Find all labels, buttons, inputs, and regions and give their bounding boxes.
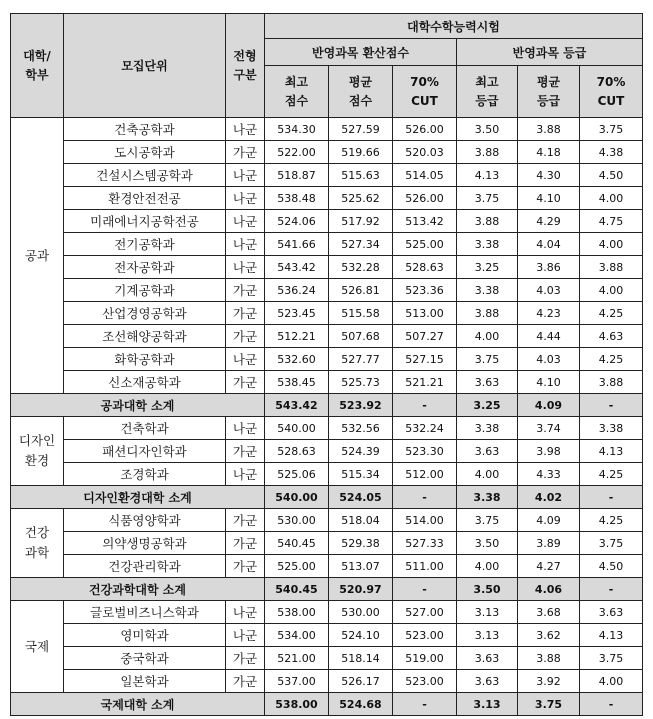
cut-grade-cell: 4.75 — [580, 210, 643, 233]
admission-type: 나군 — [226, 210, 265, 233]
max-score-header — [265, 66, 329, 118]
cut-grade-header-part: CUT — [597, 93, 625, 108]
table-header — [11, 14, 643, 118]
college-header-line1: 대학/ — [23, 48, 51, 63]
cut-score-cell: 521.21 — [393, 371, 457, 394]
table-row — [11, 509, 643, 532]
table-row — [11, 164, 643, 187]
max-score-cell: 521.00 — [265, 647, 329, 670]
admission-type: 가군 — [226, 371, 265, 394]
cut-score-cell: 512.00 — [393, 463, 457, 486]
admission-type: 나군 — [226, 164, 265, 187]
subtotal-max-score-cell: 543.42 — [265, 394, 329, 417]
avg-grade-header — [518, 66, 580, 118]
cut-score-cell: 514.00 — [393, 509, 457, 532]
max-score-cell: 522.00 — [265, 141, 329, 164]
table-row — [11, 440, 643, 463]
department-name: 패션디자인학과 — [64, 440, 226, 463]
avg-grade-cell: 3.88 — [518, 118, 580, 141]
admission-type: 나군 — [226, 187, 265, 210]
subtotal-max-grade-cell: 3.38 — [457, 486, 518, 509]
avg-score-cell: 526.81 — [329, 279, 393, 302]
admission-type: 가군 — [226, 670, 265, 693]
max-grade-cell: 3.63 — [457, 670, 518, 693]
subtotal-row — [11, 486, 643, 509]
table-row — [11, 141, 643, 164]
max-grade-cell: 3.38 — [457, 417, 518, 440]
cut-score-header — [393, 66, 457, 118]
table-row — [11, 302, 643, 325]
table-row — [11, 647, 643, 670]
subtotal-avg-grade-cell: 4.06 — [518, 578, 580, 601]
cut-score-cell: 527.15 — [393, 348, 457, 371]
subtotal-cut-grade-cell: - — [580, 394, 643, 417]
admission-type: 나군 — [226, 118, 265, 141]
max-grade-cell: 4.00 — [457, 555, 518, 578]
college-name-part: 환경 — [24, 453, 50, 468]
admission-score-table — [10, 13, 643, 716]
cut-score-cell: 511.00 — [393, 555, 457, 578]
avg-score-header — [329, 66, 393, 118]
subtotal-cut-grade-cell: - — [580, 693, 643, 716]
subtotal-row — [11, 693, 643, 716]
type-header-line2: 구분 — [233, 67, 257, 82]
cut-grade-cell: 4.00 — [580, 187, 643, 210]
table-row — [11, 325, 643, 348]
department-name: 기계공학과 — [64, 279, 226, 302]
table-row — [11, 256, 643, 279]
max-score-cell: 541.66 — [265, 233, 329, 256]
admission-type: 나군 — [226, 348, 265, 371]
avg-grade-header-part: 등급 — [536, 93, 561, 108]
table-row — [11, 670, 643, 693]
admission-type: 가군 — [226, 509, 265, 532]
department-name: 중국학과 — [64, 647, 226, 670]
avg-grade-cell: 4.10 — [518, 371, 580, 394]
max-score-cell: 536.24 — [265, 279, 329, 302]
table-body — [11, 118, 643, 716]
max-grade-cell: 3.63 — [457, 371, 518, 394]
department-name: 조선해양공학과 — [64, 325, 226, 348]
admission-type: 나군 — [226, 233, 265, 256]
college-name-part: 과학 — [24, 545, 50, 560]
type-header — [226, 14, 265, 118]
max-grade-cell: 3.88 — [457, 210, 518, 233]
cut-score-cell: 519.00 — [393, 647, 457, 670]
department-name: 전자공학과 — [64, 256, 226, 279]
type-header-line1: 전형 — [233, 48, 257, 63]
department-name: 전기공학과 — [64, 233, 226, 256]
college-name-part: 공과 — [24, 247, 50, 263]
cut-score-cell: 527.00 — [393, 601, 457, 624]
avg-score-cell: 525.62 — [329, 187, 393, 210]
cut-score-cell: 523.00 — [393, 624, 457, 647]
max-score-header-part: 점수 — [284, 93, 309, 108]
table-row — [11, 187, 643, 210]
cut-grade-cell: 4.25 — [580, 509, 643, 532]
exam-header: 대학수학능력시험 — [265, 14, 643, 39]
cut-score-cell: 526.00 — [393, 118, 457, 141]
cut-score-cell: 523.36 — [393, 279, 457, 302]
max-grade-header-part: 최고 — [475, 74, 499, 89]
max-grade-cell: 3.38 — [457, 279, 518, 302]
avg-score-cell: 507.68 — [329, 325, 393, 348]
cut-score-cell: 507.27 — [393, 325, 457, 348]
cut-grade-cell: 4.38 — [580, 141, 643, 164]
avg-grade-header-part: 평균 — [536, 74, 561, 89]
admission-type: 가군 — [226, 141, 265, 164]
cut-score-cell: 513.42 — [393, 210, 457, 233]
admission-type: 가군 — [226, 647, 265, 670]
max-score-header-part: 최고 — [284, 74, 309, 89]
max-score-cell: 534.00 — [265, 624, 329, 647]
max-score-cell: 532.60 — [265, 348, 329, 371]
cut-score-header-part: 70% — [410, 74, 439, 89]
max-grade-cell: 3.88 — [457, 302, 518, 325]
cut-grade-cell: 4.50 — [580, 164, 643, 187]
table-row — [11, 279, 643, 302]
max-score-cell: 540.45 — [265, 532, 329, 555]
avg-score-cell: 524.39 — [329, 440, 393, 463]
max-grade-cell: 3.38 — [457, 233, 518, 256]
college-name — [11, 118, 64, 394]
max-grade-cell: 3.13 — [457, 601, 518, 624]
avg-score-cell: 513.07 — [329, 555, 393, 578]
cut-score-header-part: CUT — [411, 93, 438, 108]
avg-score-cell: 517.92 — [329, 210, 393, 233]
max-grade-cell: 4.13 — [457, 164, 518, 187]
avg-score-header-part: 평균 — [348, 74, 373, 89]
cut-grade-cell: 4.00 — [580, 233, 643, 256]
max-grade-cell: 4.00 — [457, 325, 518, 348]
table-row — [11, 624, 643, 647]
department-name: 글로벌비즈니스학과 — [64, 601, 226, 624]
cut-score-cell: 520.03 — [393, 141, 457, 164]
department-name: 신소재공학과 — [64, 371, 226, 394]
cut-grade-cell: 4.13 — [580, 624, 643, 647]
max-score-cell: 538.45 — [265, 371, 329, 394]
cut-grade-header-part: 70% — [596, 74, 626, 89]
avg-grade-cell: 3.62 — [518, 624, 580, 647]
grade-group-header: 반영과목 등급 — [457, 39, 643, 66]
avg-score-cell: 518.14 — [329, 647, 393, 670]
avg-grade-cell: 4.18 — [518, 141, 580, 164]
max-score-cell: 518.87 — [265, 164, 329, 187]
table-row — [11, 210, 643, 233]
cut-score-cell: 513.00 — [393, 302, 457, 325]
department-name: 일본학과 — [64, 670, 226, 693]
department-name: 영미학과 — [64, 624, 226, 647]
department-name: 조경학과 — [64, 463, 226, 486]
admission-type: 나군 — [226, 417, 265, 440]
subtotal-max-grade-cell: 3.13 — [457, 693, 518, 716]
avg-score-cell: 526.17 — [329, 670, 393, 693]
avg-grade-cell: 3.89 — [518, 532, 580, 555]
table-row — [11, 417, 643, 440]
max-score-cell: 512.21 — [265, 325, 329, 348]
cut-score-cell: 526.00 — [393, 187, 457, 210]
subtotal-cut-score-cell: - — [393, 693, 457, 716]
subtotal-avg-score-cell: 524.68 — [329, 693, 393, 716]
avg-grade-cell: 4.29 — [518, 210, 580, 233]
subtotal-avg-score-cell: 524.05 — [329, 486, 393, 509]
subtotal-max-score-cell: 540.00 — [265, 486, 329, 509]
avg-grade-cell: 4.23 — [518, 302, 580, 325]
max-grade-cell: 3.50 — [457, 118, 518, 141]
subtotal-cut-score-cell: - — [393, 578, 457, 601]
admission-type: 가군 — [226, 532, 265, 555]
subtotal-label: 건강과학대학 소계 — [11, 578, 265, 601]
avg-score-cell: 532.28 — [329, 256, 393, 279]
max-score-cell: 523.45 — [265, 302, 329, 325]
avg-grade-cell: 3.98 — [518, 440, 580, 463]
avg-score-header-part: 점수 — [348, 93, 373, 108]
cut-score-cell: 523.30 — [393, 440, 457, 463]
max-score-cell: 530.00 — [265, 509, 329, 532]
department-name: 도시공학과 — [64, 141, 226, 164]
max-grade-header-part: 등급 — [475, 93, 499, 108]
cut-grade-cell: 4.00 — [580, 279, 643, 302]
avg-grade-cell: 4.33 — [518, 463, 580, 486]
admission-type: 나군 — [226, 463, 265, 486]
max-score-cell: 534.30 — [265, 118, 329, 141]
avg-score-cell: 529.38 — [329, 532, 393, 555]
cut-score-cell: 527.33 — [393, 532, 457, 555]
avg-grade-cell: 4.30 — [518, 164, 580, 187]
college-name-part: 국제 — [24, 638, 50, 654]
avg-grade-cell: 4.03 — [518, 348, 580, 371]
department-name: 식품영양학과 — [64, 509, 226, 532]
table-row — [11, 601, 643, 624]
subtotal-row — [11, 578, 643, 601]
table-row — [11, 532, 643, 555]
max-grade-header — [457, 66, 518, 118]
admission-type: 가군 — [226, 440, 265, 463]
subtotal-cut-grade-cell: - — [580, 578, 643, 601]
max-grade-cell: 3.75 — [457, 187, 518, 210]
avg-grade-cell: 4.27 — [518, 555, 580, 578]
cut-grade-cell: 3.38 — [580, 417, 643, 440]
department-name: 미래에너지공학전공 — [64, 210, 226, 233]
department-name: 건강관리학과 — [64, 555, 226, 578]
avg-score-cell: 515.63 — [329, 164, 393, 187]
college-name — [11, 601, 64, 693]
max-score-cell: 543.42 — [265, 256, 329, 279]
admission-type: 가군 — [226, 302, 265, 325]
max-grade-cell: 3.63 — [457, 440, 518, 463]
subtotal-max-score-cell: 538.00 — [265, 693, 329, 716]
college-name-part: 디자인 — [18, 433, 56, 448]
cut-grade-cell: 4.25 — [580, 302, 643, 325]
cut-grade-cell: 3.75 — [580, 118, 643, 141]
department-name: 건축학과 — [64, 417, 226, 440]
avg-score-cell: 515.34 — [329, 463, 393, 486]
cut-grade-header — [580, 66, 643, 118]
subtotal-avg-grade-cell: 4.02 — [518, 486, 580, 509]
subtotal-avg-score-cell: 523.92 — [329, 394, 393, 417]
cut-grade-cell: 4.63 — [580, 325, 643, 348]
table-row — [11, 233, 643, 256]
max-score-cell: 525.06 — [265, 463, 329, 486]
cut-grade-cell: 4.00 — [580, 670, 643, 693]
subtotal-max-score-cell: 540.45 — [265, 578, 329, 601]
college-header — [11, 14, 64, 118]
cut-grade-cell: 3.63 — [580, 601, 643, 624]
max-score-cell: 524.06 — [265, 210, 329, 233]
subtotal-label: 디자인환경대학 소계 — [11, 486, 265, 509]
max-grade-cell: 3.88 — [457, 141, 518, 164]
cut-grade-cell: 3.75 — [580, 532, 643, 555]
subtotal-avg-score-cell: 520.97 — [329, 578, 393, 601]
max-grade-cell: 3.75 — [457, 509, 518, 532]
max-score-cell: 528.63 — [265, 440, 329, 463]
avg-score-cell: 515.58 — [329, 302, 393, 325]
max-score-cell: 538.00 — [265, 601, 329, 624]
cut-grade-cell: 4.25 — [580, 463, 643, 486]
department-name: 건설시스템공학과 — [64, 164, 226, 187]
subtotal-label: 공과대학 소계 — [11, 394, 265, 417]
max-score-cell: 540.00 — [265, 417, 329, 440]
avg-score-cell: 530.00 — [329, 601, 393, 624]
avg-score-cell: 527.77 — [329, 348, 393, 371]
table-row — [11, 118, 643, 141]
avg-grade-cell: 3.68 — [518, 601, 580, 624]
college-name-part: 건강 — [24, 525, 50, 540]
max-grade-cell: 3.50 — [457, 532, 518, 555]
avg-grade-cell: 4.10 — [518, 187, 580, 210]
department-name: 건축공학과 — [64, 118, 226, 141]
admission-type: 가군 — [226, 555, 265, 578]
avg-grade-cell: 3.88 — [518, 647, 580, 670]
subtotal-cut-grade-cell: - — [580, 486, 643, 509]
table-row — [11, 463, 643, 486]
subtotal-label: 국제대학 소계 — [11, 693, 265, 716]
max-score-cell: 525.00 — [265, 555, 329, 578]
cut-grade-cell: 4.25 — [580, 348, 643, 371]
max-score-cell: 538.48 — [265, 187, 329, 210]
department-name: 산업경영공학과 — [64, 302, 226, 325]
table-row — [11, 555, 643, 578]
avg-grade-cell: 3.74 — [518, 417, 580, 440]
score-group-header: 반영과목 환산점수 — [265, 39, 457, 66]
max-score-cell: 537.00 — [265, 670, 329, 693]
subtotal-avg-grade-cell: 4.09 — [518, 394, 580, 417]
subtotal-cut-score-cell: - — [393, 486, 457, 509]
admission-type: 가군 — [226, 325, 265, 348]
department-name: 화학공학과 — [64, 348, 226, 371]
avg-grade-cell: 3.86 — [518, 256, 580, 279]
cut-grade-cell: 4.50 — [580, 555, 643, 578]
max-grade-cell: 3.25 — [457, 256, 518, 279]
college-header-line2: 학부 — [25, 67, 49, 82]
college-name — [11, 417, 64, 486]
admission-type: 나군 — [226, 256, 265, 279]
unit-header: 모집단위 — [64, 14, 226, 118]
cut-score-cell: 528.63 — [393, 256, 457, 279]
table-row — [11, 371, 643, 394]
admission-type: 가군 — [226, 279, 265, 302]
college-name — [11, 509, 64, 578]
avg-score-cell: 527.34 — [329, 233, 393, 256]
avg-score-cell: 532.56 — [329, 417, 393, 440]
max-grade-cell: 3.63 — [457, 647, 518, 670]
subtotal-cut-score-cell: - — [393, 394, 457, 417]
subtotal-row — [11, 394, 643, 417]
max-grade-cell: 3.75 — [457, 348, 518, 371]
avg-grade-cell: 3.92 — [518, 670, 580, 693]
cut-score-cell: 514.05 — [393, 164, 457, 187]
subtotal-max-grade-cell: 3.50 — [457, 578, 518, 601]
cut-grade-cell: 4.13 — [580, 440, 643, 463]
cut-grade-cell: 3.88 — [580, 256, 643, 279]
table-row — [11, 348, 643, 371]
admission-type: 나군 — [226, 601, 265, 624]
cut-score-cell: 525.00 — [393, 233, 457, 256]
avg-grade-cell: 4.44 — [518, 325, 580, 348]
avg-score-cell: 525.73 — [329, 371, 393, 394]
max-grade-cell: 4.00 — [457, 463, 518, 486]
cut-score-cell: 532.24 — [393, 417, 457, 440]
admission-type: 나군 — [226, 624, 265, 647]
avg-grade-cell: 4.09 — [518, 509, 580, 532]
cut-score-cell: 523.00 — [393, 670, 457, 693]
avg-score-cell: 519.66 — [329, 141, 393, 164]
avg-grade-cell: 4.04 — [518, 233, 580, 256]
avg-score-cell: 527.59 — [329, 118, 393, 141]
avg-grade-cell: 4.03 — [518, 279, 580, 302]
max-grade-cell: 3.13 — [457, 624, 518, 647]
subtotal-max-grade-cell: 3.25 — [457, 394, 518, 417]
department-name: 의약생명공학과 — [64, 532, 226, 555]
cut-grade-cell: 3.75 — [580, 647, 643, 670]
department-name: 환경안전전공 — [64, 187, 226, 210]
cut-grade-cell: 3.88 — [580, 371, 643, 394]
avg-score-cell: 524.10 — [329, 624, 393, 647]
avg-score-cell: 518.04 — [329, 509, 393, 532]
subtotal-avg-grade-cell: 3.75 — [518, 693, 580, 716]
